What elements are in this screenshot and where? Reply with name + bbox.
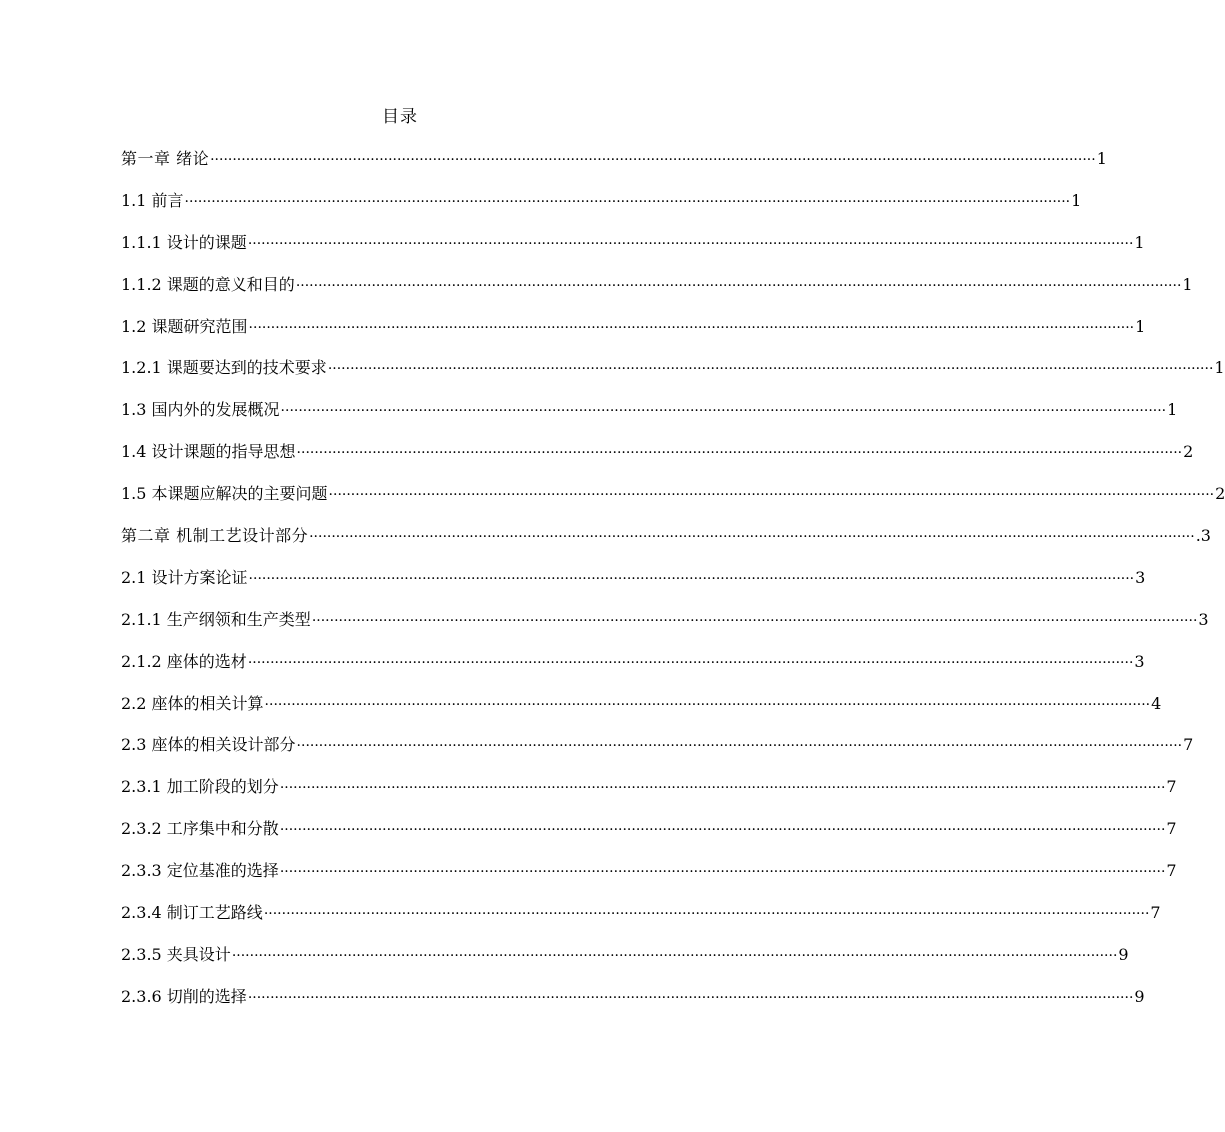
toc-entry-label: 2.3.3 定位基准的选择	[121, 861, 279, 881]
toc-entry-page-number: 1	[1167, 400, 1178, 420]
toc-title: 目录	[382, 107, 418, 127]
toc-entry-leader: ·······································································································································································································	[311, 612, 1198, 629]
toc-entry[interactable]	[121, 900, 1161, 942]
toc-entry-page-number: 9	[1118, 944, 1129, 964]
toc-entry-label: 1.1 前言	[121, 190, 184, 210]
toc-entry-leader: ·······································································································································································································	[247, 989, 1134, 1006]
toc-entry-page-number: .3	[1195, 526, 1211, 546]
toc-entry-page-number: 7	[1150, 903, 1161, 923]
toc-entry[interactable]	[121, 230, 1145, 272]
toc-entry[interactable]	[121, 984, 1145, 1026]
toc-entry-label: 2.1.2 座体的选材	[121, 651, 247, 671]
toc-entry-leader: ·······································································································································································································	[247, 654, 1134, 671]
toc-entry-page-number: 3	[1134, 651, 1145, 671]
toc-entry-label: 2.3 座体的相关设计部分	[121, 735, 296, 755]
toc-entry-label: 2.3.4 制订工艺路线	[121, 903, 263, 923]
toc-entry[interactable]	[121, 397, 1178, 439]
toc-entry-label: 2.3.2 工序集中和分散	[121, 819, 279, 839]
toc-entry[interactable]	[121, 858, 1177, 900]
toc-entry-leader: ·······································································································································································································	[264, 696, 1151, 713]
toc-entry[interactable]	[121, 649, 1145, 691]
toc-entry-page-number: 1	[1134, 232, 1145, 252]
toc-entry-page-number: 7	[1166, 819, 1177, 839]
toc-entry[interactable]	[121, 439, 1194, 481]
toc-entry-leader: ·······································································································································································································	[248, 570, 1135, 587]
toc-entry-page-number: 9	[1134, 986, 1145, 1006]
toc-entry[interactable]	[121, 607, 1209, 649]
toc-entry-page-number: 7	[1166, 861, 1177, 881]
toc-entry-leader: ·······································································································································································································	[328, 487, 1215, 504]
toc-entry-page-number: 1	[1214, 358, 1225, 378]
toc-entry-leader: ·······································································································································································································	[248, 319, 1135, 336]
toc-entry[interactable]	[121, 816, 1177, 858]
toc-entry-label: 2.3.1 加工阶段的划分	[121, 777, 279, 797]
toc-entry-leader: ·······································································································································································································	[296, 445, 1183, 462]
toc-entry[interactable]	[121, 523, 1211, 565]
toc-entry-label: 1.2.1 课题要达到的技术要求	[121, 358, 327, 378]
toc-entry-page-number: 1	[1135, 316, 1146, 336]
toc-entry-leader: ·······································································································································································································	[263, 906, 1150, 923]
toc-entry-label: 1.3 国内外的发展概况	[121, 400, 280, 420]
toc-entry-leader: ·······································································································································································································	[184, 193, 1071, 210]
toc-entry[interactable]	[121, 481, 1225, 523]
toc-entry-page-number: 1	[1071, 190, 1082, 210]
toc-entry-page-number: 2	[1215, 484, 1225, 504]
toc-entry-label: 1.1.2 课题的意义和目的	[121, 274, 295, 294]
toc-entry-leader: ·······································································································································································································	[279, 780, 1166, 797]
toc-entry-page-number: 3	[1198, 609, 1209, 629]
toc-entry[interactable]	[121, 774, 1177, 816]
toc-entry-label: 2.1.1 生产纲领和生产类型	[121, 609, 311, 629]
toc-entry[interactable]	[121, 355, 1225, 397]
toc-entry-page-number: 1	[1182, 274, 1193, 294]
toc-entry-label: 第二章 机制工艺设计部分	[121, 526, 309, 546]
toc-entry[interactable]	[121, 732, 1194, 774]
toc-entry-leader: ·······································································································································································································	[210, 152, 1096, 168]
toc-list	[121, 146, 1225, 1026]
toc-entry-page-number: 7	[1183, 735, 1194, 755]
toc-entry-page-number: 2	[1183, 442, 1194, 462]
toc-entry-leader: ·······································································································································································································	[309, 529, 1195, 546]
toc-entry-label: 1.1.1 设计的课题	[121, 232, 247, 252]
toc-entry-leader: ·······································································································································································································	[279, 864, 1166, 881]
toc-entry-leader: ·······································································································································································································	[280, 403, 1167, 420]
toc-entry-label: 1.2 课题研究范围	[121, 316, 248, 336]
toc-entry[interactable]	[121, 691, 1162, 733]
toc-entry-leader: ·······································································································································································································	[295, 277, 1182, 294]
toc-entry-label: 1.4 设计课题的指导思想	[121, 442, 296, 462]
toc-entry-leader: ·······································································································································································································	[231, 947, 1118, 964]
toc-entry[interactable]	[121, 188, 1082, 230]
toc-entry-label: 2.3.5 夹具设计	[121, 944, 231, 964]
toc-entry-label: 第一章 绪论	[121, 149, 210, 168]
toc-entry-page-number: 3	[1135, 567, 1146, 587]
toc-entry-leader: ·······································································································································································································	[296, 738, 1183, 755]
toc-entry-page-number: 7	[1166, 777, 1177, 797]
toc-entry[interactable]	[121, 272, 1193, 314]
toc-entry-label: 1.5 本课题应解决的主要问题	[121, 484, 328, 504]
toc-entry[interactable]	[121, 565, 1146, 607]
toc-entry[interactable]	[121, 314, 1146, 356]
toc-entry-leader: ·······································································································································································································	[279, 822, 1166, 839]
toc-entry-label: 2.3.6 切削的选择	[121, 986, 247, 1006]
toc-entry-label: 2.1 设计方案论证	[121, 567, 248, 587]
toc-entry[interactable]	[121, 942, 1129, 984]
toc-entry-label: 2.2 座体的相关计算	[121, 693, 264, 713]
toc-entry[interactable]	[121, 146, 1107, 188]
toc-entry-leader: ·······································································································································································································	[327, 361, 1214, 378]
toc-entry-page-number: 4	[1151, 693, 1162, 713]
toc-entry-page-number: 1	[1096, 149, 1107, 168]
toc-entry-leader: ·······································································································································································································	[247, 235, 1134, 252]
